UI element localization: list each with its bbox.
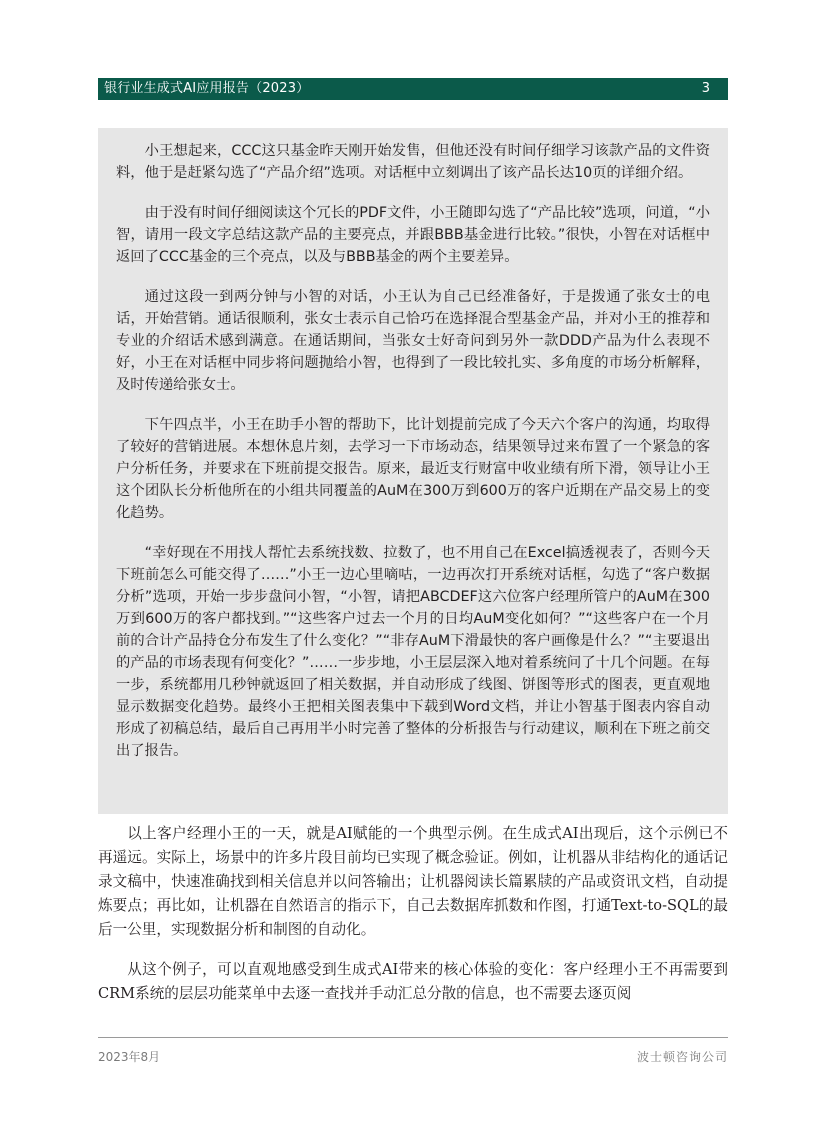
footer-divider [98,1037,728,1038]
body-paragraph: 以上客户经理小王的一天，就是AI赋能的一个典型示例。在生成式AI出现后，这个示例已不再遥远。实际上，场景中的许多片段目前均已实现了概念验证。例如，让机器从非结构化的通话记录文稿中，快速准确找到相关信息并以问答输出；让机器阅读长篇累牍的产品或资讯文档，自动提炼要点；再比如，让机器在自然语言的指示下，自己去数据库抓数和作图，打通Text-to-SQL的最后一公里，实现数据分析和制图的自动化。 [98,825,728,938]
story-paragraph: “幸好现在不用找人帮忙去系统找数、拉数了，也不用自己在Excel搞透视表了，否则今天下班前怎么可能交得了……”小王一边心里嘀咕，一边再次打开系统对话框，勾选了“客户数据分析”选项，开始一步步盘问小智，“小智，请把ABCDEF这六位客户经理所管户的AuM在300万到600万的客户都找到。”“这些客户过去一个月的日均AuM变化如何？”“这些客户在一个月前的合计产品持仓分布发生了什么变化？”“非存AuM下滑最快的客户画像是什么？”“主要退出的产品的市场表现有何变化？”……一步步地，小王层层深入地对着系统问了十几个问题。在每一步，系统都用几秒钟就返回了相关数据，并自动形成了线图、饼图等形式的图表，更直观地显示数据变化趋势。最终小王把相关图表集中下载到Word文档，并让小智基于图表内容自动形成了初稿总结，最后自己再用半小时完善了整体的分析报告与行动建议，顺利在下班之前交出了报告。 [116,545,710,759]
story-paragraph: 下午四点半，小王在助手小智的帮助下，比计划提前完成了今天六个客户的沟通，均取得了较好的营销进展。本想休息片刻，去学习一下市场动态，结果领导过来布置了一个紧急的客户分析任务，并要求在下班前提交报告。原来，最近支行财富中收业绩有所下滑，领导让小王这个团队长分析他所在的小组共同覆盖的AuM在300万到600万的客户近期在产品交易上的变化趋势。 [116,417,710,521]
story-text [116,140,710,780]
report-title: 银行业生成式AI应用报告（2023） [104,81,310,96]
body-paragraph: 从这个例子，可以直观地感受到生成式AI带来的核心体验的变化：客户经理小王不再需要到CRM系统的层层功能菜单中去逐一查找并手动汇总分散的信息，也不需要去逐页阅 [98,961,728,1002]
story-paragraph: 通过这段一到两分钟与小智的对话，小王认为自己已经准备好，于是拨通了张女士的电话，开始营销。通话很顺利，张女士表示自己恰巧在选择混合型基金产品，并对小王的推荐和专业的介绍话术感到满意。在通话期间，当张女士好奇问到另外一款DDD产品为什么表现不好，小王在对话框中同步将问题抛给小智，也得到了一段比较扎实、多角度的市场分析解释，及时传递给张女士。 [116,289,710,393]
footer-publisher: 波士顿咨询公司 [636,1050,728,1064]
story-box [98,128,728,814]
page-number: 3 [701,81,710,96]
story-paragraph: 由于没有时间仔细阅读这个冗长的PDF文件，小王随即勾选了“产品比较”选项，问道，“小智，请用一段文字总结这款产品的主要亮点，并跟BBB基金进行比较。”很快，小智在对话框中返回了CCC基金的三个亮点，以及与BBB基金的两个主要差异。 [116,205,710,265]
footer-date: 2023年8月 [98,1050,161,1064]
story-paragraph: 小王想起来，CCC这只基金昨天刚开始发售，但他还没有时间仔细学习该款产品的文件资料，他于是赶紧勾选了“产品介绍”选项。对话框中立刻调出了该产品长达10页的详细介绍。 [116,143,710,181]
header-bar [98,78,728,100]
body-text [98,822,728,1022]
